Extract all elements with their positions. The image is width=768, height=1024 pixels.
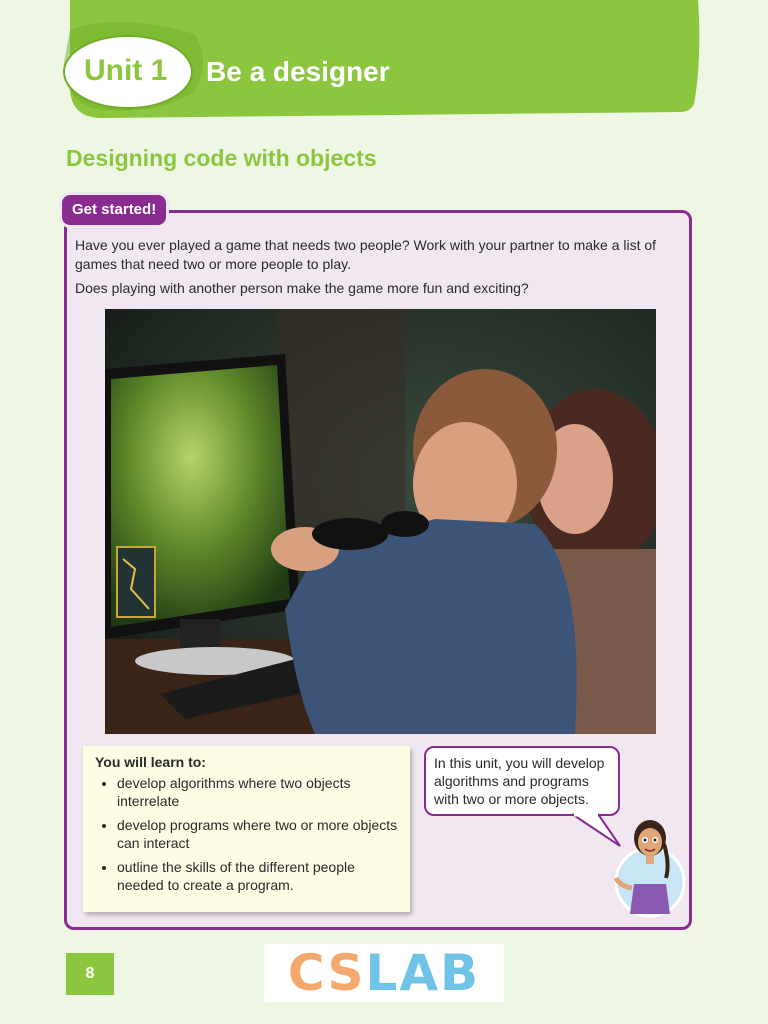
learn-list: [91, 774, 402, 894]
learning-objectives: [83, 746, 410, 912]
unit-title: [62, 32, 702, 112]
intro-paragraph-1: Have you ever played a game that needs two people? Work with your partner to make a list of games that need two or more people to play.: [75, 237, 657, 272]
page-number: 8: [66, 953, 114, 995]
logo-part-cs: CS: [287, 944, 366, 1002]
learn-item: • develop programs where two or more objects can interact: [117, 816, 402, 852]
learn-item: • outline the skills of the different people needed to create a program.: [117, 858, 402, 894]
learn-item: • develop algorithms where two objects interrelate: [117, 774, 402, 810]
section-title: Designing code with objects: [66, 145, 377, 171]
cslab-logo: [264, 944, 504, 1002]
intro-paragraph-2: Does playing with another person make the game more fun and exciting?: [75, 280, 529, 296]
unit-name: Be a designer: [206, 56, 390, 87]
speech-bubble: In this unit, you will develop algorithms and programs with two or more objects.: [424, 746, 620, 816]
girl-character-illustration: [612, 814, 688, 918]
learn-title: You will learn to:: [95, 754, 206, 770]
logo-part-lab: LAB: [365, 944, 481, 1002]
gaming-photo: [105, 309, 656, 734]
unit-label: Unit 1: [84, 54, 168, 87]
intro-text: [75, 236, 680, 303]
get-started-tab: Get started!: [62, 195, 166, 225]
